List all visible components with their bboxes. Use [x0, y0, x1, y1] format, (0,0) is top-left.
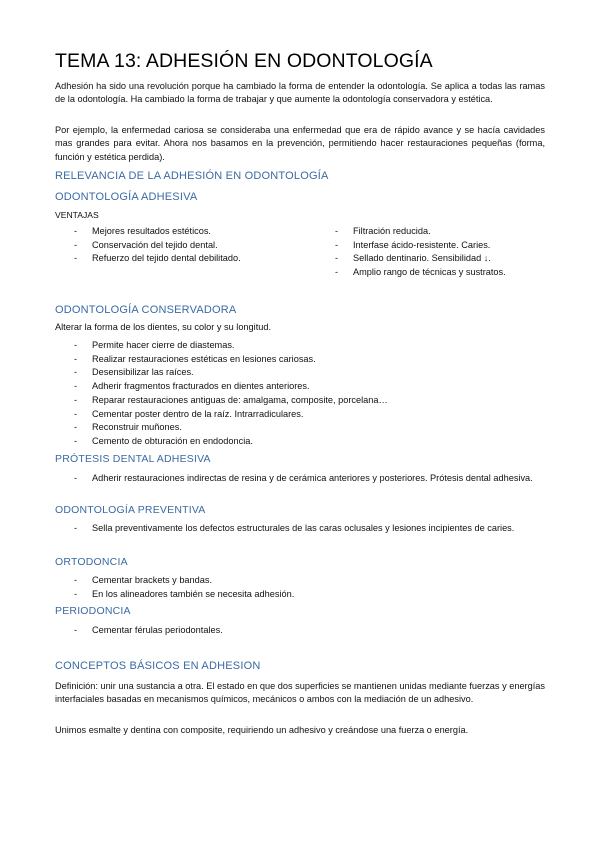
list-item: - Cementar poster dentro de la raíz. Intrarradiculares.: [74, 408, 304, 419]
list-item: - Adherir fragmentos fracturados en dientes anteriores.: [74, 381, 310, 392]
list-item: - Sellado dentinario. Sensibilidad ↓.: [335, 253, 491, 264]
periodoncia-list: [74, 624, 544, 638]
list-item: - Cemento de obturación en endodoncia.: [74, 435, 253, 446]
list-item: - Refuerzo del tejido dental debilitado.: [74, 253, 241, 264]
protesis-heading: PRÓTESIS DENTAL ADHESIVA: [55, 453, 211, 465]
ventajas-left-list: [74, 225, 324, 266]
conceptos-heading: CONCEPTOS BÁSICOS EN ADHESION: [55, 660, 261, 672]
adhesiva-heading: ODONTOLOGÍA ADHESIVA: [55, 191, 198, 203]
conceptos-paragraph-1: Definición: unir una sustancia a otra. El estado en que dos superficies se mantienen unidas mediante fuerzas y energías interfaciales basadas en mecanismos químicos, mecánicos o ambos con la mediación de un adhesivo.: [55, 681, 545, 705]
conservadora-heading: ODONTOLOGÍA CONSERVADORA: [55, 304, 237, 316]
list-item: - En los alineadores también se necesita adhesión.: [74, 588, 295, 599]
list-item: - Conservación del tejido dental.: [74, 239, 218, 250]
periodoncia-heading: PERIODONCIA: [55, 605, 131, 617]
list-item: - Mejores resultados estéticos.: [74, 226, 211, 236]
ventajas-right-list: [335, 225, 550, 280]
conceptos-paragraph-2: Unimos esmalte y dentina con composite, requiriendo un adhesivo y creándose una fuerza o energía.: [55, 725, 469, 735]
list-item: - Sella preventivamente los defectos estructurales de las caras oclusales y lesiones incipientes de caries.: [74, 523, 515, 533]
conservadora-intro: Alterar la forma de los dientes, su color y su longitud.: [55, 322, 272, 332]
intro-paragraph-2: Por ejemplo, la enfermedad cariosa se consideraba una enfermedad que era de rápido avance y se hacía cavidades mas grandes para evitar. Ahora nos basamos en la prevención, permitiendo hacer restauraciones pequeñas (forma, función y estética perdida).: [55, 125, 545, 162]
list-item: - Realizar restauraciones estéticas en lesiones cariosas.: [74, 353, 316, 364]
list-item: - Cementar brackets y bandas.: [74, 575, 213, 585]
list-item: - Amplio rango de técnicas y sustratos.: [335, 267, 506, 278]
ortodoncia-list: [74, 574, 544, 601]
list-item: - Adherir restauraciones indirectas de resina y de cerámica anteriores y posteriores. Prótesis dental adhesiva.: [74, 473, 533, 483]
preventiva-heading: ODONTOLOGÍA PREVENTIVA: [55, 504, 206, 516]
list-item: - Interfase ácido-resistente. Caries.: [335, 239, 491, 250]
preventiva-list: [74, 522, 545, 535]
list-item: - Desensibilizar las raíces.: [74, 367, 194, 378]
intro-paragraph-1: Adhesión ha sido una revolución porque ha cambiado la forma de entender la odontología. Se aplica a todas las ramas de la odontología. Ha cambiado la forma de trabajar y que aumente la odontología conservadora y estética.: [55, 81, 545, 105]
ventajas-label: VENTAJAS: [55, 210, 99, 220]
page-title: TEMA 13: ADHESIÓN EN ODONTOLOGÍA: [55, 50, 433, 72]
list-item: - Reconstruir muñones.: [74, 422, 182, 433]
list-item: - Reparar restauraciones antiguas de: amalgama, composite, porcelana…: [74, 394, 388, 405]
relevance-heading: RELEVANCIA DE LA ADHESIÓN EN ODONTOLOGÍA: [55, 170, 329, 182]
ortodoncia-heading: ORTODONCIA: [55, 556, 128, 568]
list-item: - Filtración reducida.: [335, 226, 431, 236]
protesis-list: [74, 472, 545, 485]
list-item: - Permite hacer cierre de diastemas.: [74, 340, 235, 350]
list-item: - Cementar férulas periodontales.: [74, 625, 223, 635]
conservadora-list: [74, 339, 544, 449]
